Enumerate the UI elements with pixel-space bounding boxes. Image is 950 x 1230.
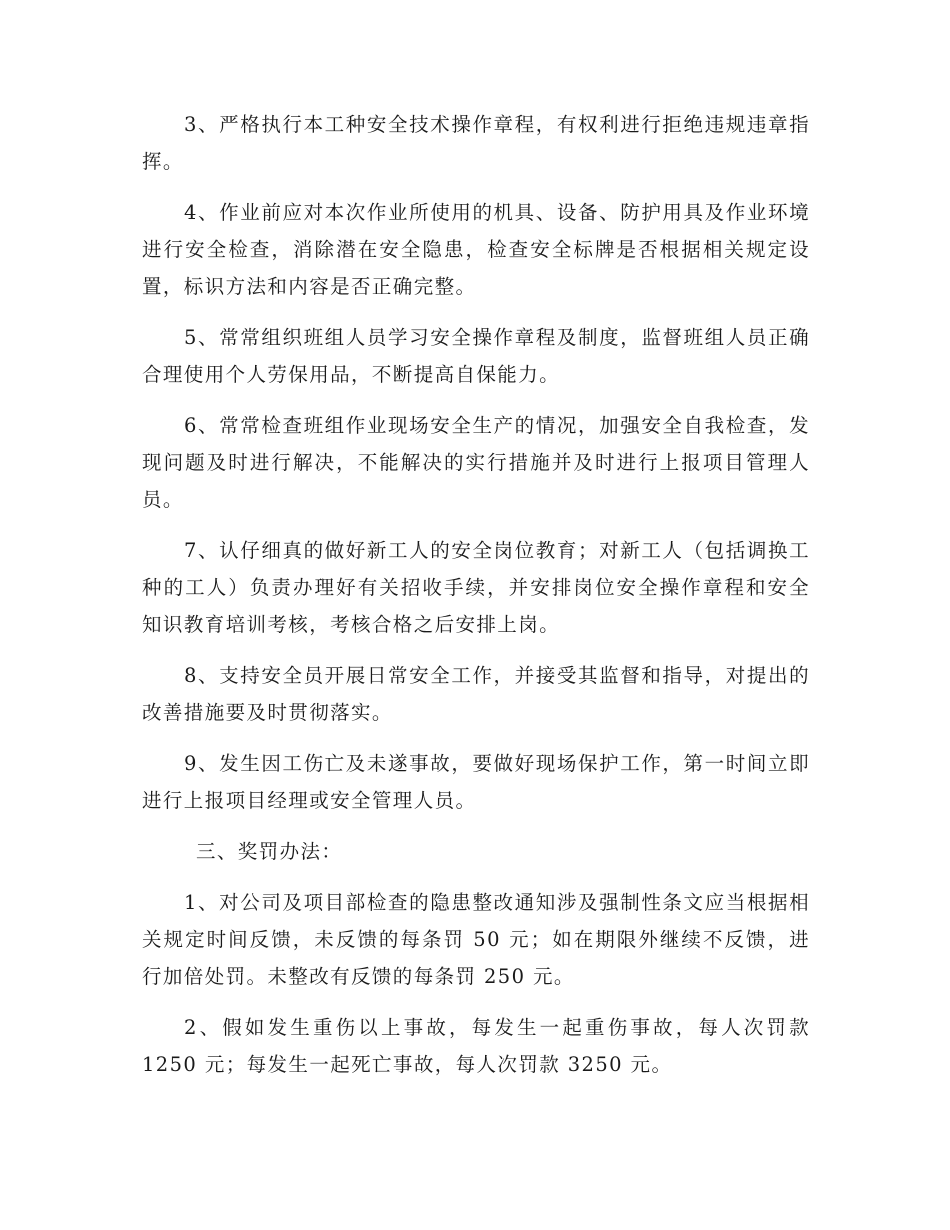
penalty-item-1: 1、对公司及项目部检查的隐患整改通知涉及强制性条文应当根据相关规定时间反馈，未反馈的每条罚 50 元；如在期限外继续不反馈，进行加倍处罚。未整改有反馈的每条罚 250 元。 <box>142 891 810 988</box>
paragraph-item-6: 6、常常检查班组作业现场安全生产的情况，加强安全自我检查，发现问题及时进行解决，不能解决的实行措施并及时进行上报项目管理人员。 <box>142 414 810 511</box>
paragraph-item-4: 4、作业前应对本次作业所使用的机具、设备、防护用具及作业环境进行安全检查，消除潜在安全隐患，检查安全标牌是否根据相关规定设置，标识方法和内容是否正确完整。 <box>142 201 810 298</box>
section-heading-rewards-penalties: 三、奖罚办法： <box>196 840 343 863</box>
paragraph-item-7: 7、认仔细真的做好新工人的安全岗位教育；对新工人（包括调换工种的工人）负责办理好有关招收手续，并安排岗位安全操作章程和安全知识教育培训考核，考核合格之后安排上岗。 <box>142 539 810 636</box>
paragraph-item-3: 3、严格执行本工种安全技术操作章程，有权利进行拒绝违规违章指挥。 <box>142 113 810 173</box>
paragraph-item-5: 5、常常组织班组人员学习安全操作章程及制度，监督班组人员正确合理使用个人劳保用品，不断提高自保能力。 <box>142 326 810 386</box>
paragraph-item-9: 9、发生因工伤亡及未遂事故，要做好现场保护工作，第一时间立即进行上报项目经理或安全管理人员。 <box>142 752 810 812</box>
paragraph-item-8: 8、支持安全员开展日常安全工作，并接受其监督和指导，对提出的改善措施要及时贯彻落实。 <box>142 664 810 724</box>
document-body <box>142 106 810 1097</box>
penalty-item-2: 2、假如发生重伤以上事故，每发生一起重伤事故，每人次罚款 1250 元；每发生一起死亡事故，每人次罚款 3250 元。 <box>142 1016 810 1076</box>
